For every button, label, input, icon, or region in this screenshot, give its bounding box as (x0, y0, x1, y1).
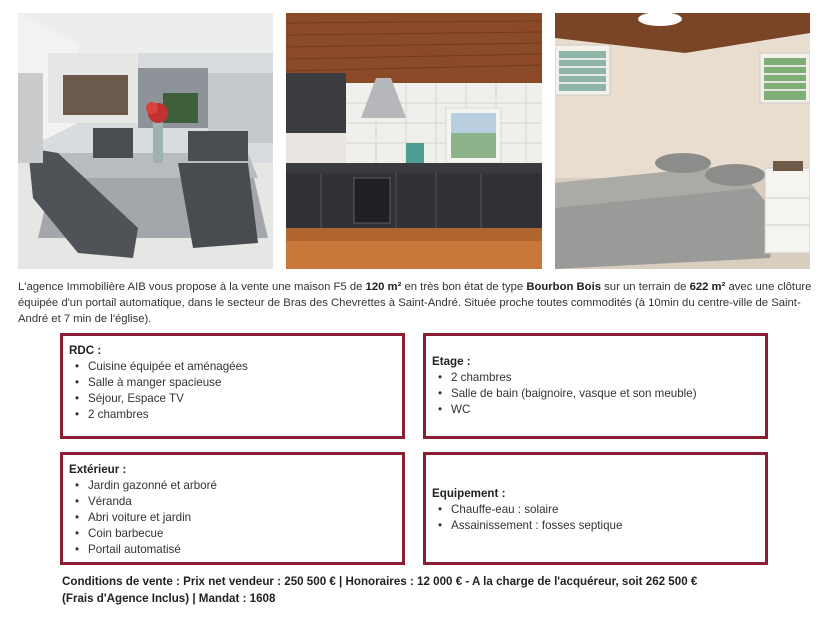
rdc-title: RDC : (69, 344, 102, 357)
description-part-1: L'agence Immobilière AIB vous propose à la vente une maison F5 de (18, 281, 366, 293)
list-item: • Jardin gazonné et arboré (75, 478, 392, 494)
etage-list (432, 370, 755, 418)
conditions-line-1: Conditions de vente : Prix net vendeur : 250 500 € | Honoraires : 12 000 € - A la charge de l'acquéreur, soit 262 500 € (62, 575, 698, 588)
list-item: • Cuisine équipée et aménagées (75, 359, 392, 375)
equipement-title: Equipement : (432, 487, 506, 500)
equipement-box (423, 452, 768, 565)
conditions-line-2: (Frais d'Agence Inclus) | Mandat : 1608 (62, 592, 276, 605)
equipement-list (432, 502, 755, 534)
sale-conditions (62, 573, 782, 607)
list-item: • Séjour, Espace TV (75, 391, 392, 407)
list-item: • 2 chambres (75, 407, 392, 423)
list-item: • Portail automatisé (75, 542, 392, 558)
exterieur-box (60, 452, 405, 565)
photo-dining-room (18, 13, 273, 269)
house-surface: 120 m² (365, 281, 402, 293)
list-item: • Salle à manger spacieuse (75, 375, 392, 391)
description-part-2: en très bon état de type (401, 281, 527, 293)
list-item: • Coin barbecue (75, 526, 392, 542)
land-surface: 622 m² (689, 281, 726, 293)
photo-kitchen (286, 13, 542, 269)
etage-title: Etage : (432, 355, 471, 368)
list-item: • Chauffe-eau : solaire (438, 502, 755, 518)
etage-box (423, 333, 768, 439)
exterieur-list (69, 478, 392, 558)
list-item: • 2 chambres (438, 370, 755, 386)
house-type: Bourbon Bois (526, 281, 602, 293)
rdc-box (60, 333, 405, 439)
exterieur-title: Extérieur : (69, 463, 127, 476)
list-item: • Véranda (75, 494, 392, 510)
list-item: • Salle de bain (baignoire, vasque et son meuble) (438, 386, 755, 402)
description-part-4: avec une clôture équipée d'un portail automatique, dans le secteur de Bras des Chevrettes à Saint-André. Située proche toutes commodités (à 10min du centre-ville de Saint-André et 7 min de l'église). (18, 281, 812, 325)
list-item: • Assainissement : fosses septique (438, 518, 755, 534)
rdc-list (69, 359, 392, 423)
property-description (18, 279, 814, 327)
description-part-3: sur un terrain de (601, 281, 690, 293)
list-item: • WC (438, 402, 755, 418)
list-item: • Abri voiture et jardin (75, 510, 392, 526)
photo-bedroom (555, 13, 810, 269)
